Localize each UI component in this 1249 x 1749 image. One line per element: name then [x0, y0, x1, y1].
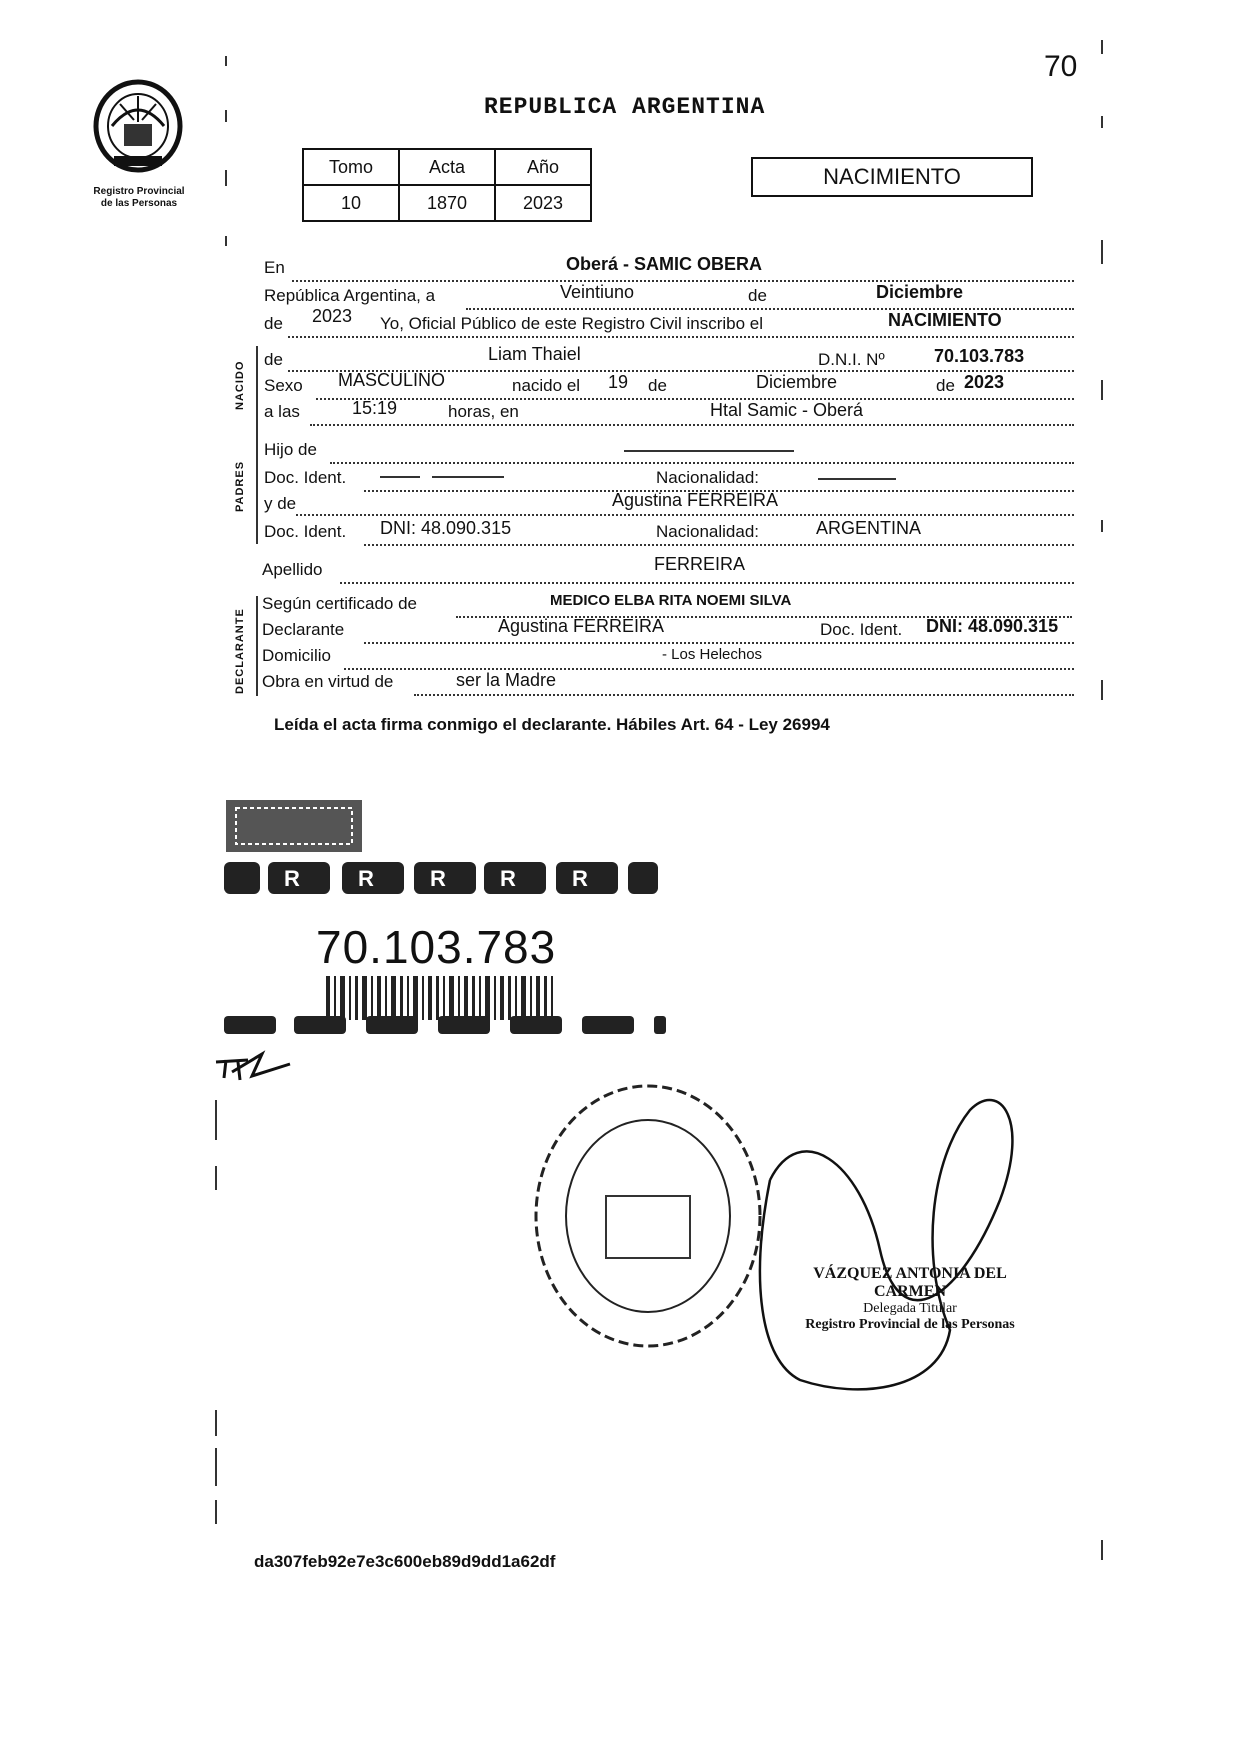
registry-header: Año — [495, 149, 591, 185]
label-de: de — [748, 286, 767, 305]
side-label-declarante: DECLARANTE — [234, 608, 246, 694]
value-madre: Agustina FERREIRA — [612, 490, 779, 510]
label-horas-en: horas, en — [448, 402, 519, 421]
label-republica: República Argentina, a — [264, 286, 436, 305]
closing-text: Leída el acta firma conmigo el declarante. Hábiles Art. 64 - Ley 26994 — [274, 715, 830, 734]
value-virtud: ser la Madre — [456, 670, 557, 690]
label-doc-ident3: Doc. Ident. — [820, 620, 903, 639]
value-lugar: Oberá - SAMIC OBERA — [566, 254, 763, 274]
label-dni: D.N.I. Nº — [818, 350, 885, 369]
value-tipo: NACIMIENTO — [888, 310, 1002, 330]
value-anio: 2023 — [312, 306, 353, 326]
value-lugar-nac: Htal Samic - Oberá — [710, 400, 864, 420]
registry-value: 1870 — [399, 185, 495, 221]
svg-text:R: R — [430, 866, 446, 891]
logo-caption: Registro Provincial de las Personas — [93, 186, 185, 209]
value-apellido: FERREIRA — [654, 554, 746, 574]
label-yo: Yo, Oficial Público de este Registro Civil inscribo el — [380, 314, 763, 333]
svg-text:R: R — [572, 866, 588, 891]
value-dni: 70.103.783 — [934, 346, 1025, 366]
label-declarante: Declarante — [262, 620, 345, 639]
label-segun-certificado: Según certificado de — [262, 594, 417, 613]
value-mes: Diciembre — [876, 282, 964, 302]
label-a-las: a las — [264, 402, 300, 421]
value-domicilio: - Los Helechos — [662, 646, 763, 663]
value-declarante: Agustina FERREIRA — [498, 616, 665, 636]
signatory-name: VÁZQUEZ ANTONIA DEL CARMEN — [813, 1265, 1007, 1300]
document-hash: da307feb92e7e3c600eb89d9dd1a62df — [254, 1552, 556, 1571]
label-doc-ident2: Doc. Ident. — [264, 522, 347, 541]
signature-block — [780, 1265, 1040, 1333]
registry-value: 10 — [303, 185, 399, 221]
barcode-number: 70.103.783 — [316, 921, 557, 973]
registry-value: 2023 — [495, 185, 591, 221]
label-de3: de — [648, 376, 667, 395]
label-apellido: Apellido — [262, 560, 323, 579]
label-doc-ident: Doc. Ident. — [264, 468, 347, 487]
value-madre-doc: DNI: 48.090.315 — [380, 518, 512, 538]
label-de2: de — [264, 314, 283, 333]
value-dia-nac: 19 — [608, 372, 629, 392]
label-hijo-de: Hijo de — [264, 440, 317, 459]
label-en: En — [264, 258, 285, 277]
value-mes-nac: Diciembre — [756, 372, 838, 392]
label-nacionalidad2: Nacionalidad: — [656, 522, 760, 541]
value-sexo: MASCULINO — [338, 370, 446, 390]
svg-text:R: R — [284, 866, 300, 891]
label-de-nombre: de — [264, 350, 283, 369]
signatory-org: Registro Provincial de las Personas — [805, 1317, 1015, 1332]
act-type-box: NACIMIENTO — [751, 157, 1033, 197]
svg-text:R: R — [500, 866, 516, 891]
side-label-nacido: NACIDO — [234, 360, 246, 410]
label-nacido-el: nacido el — [512, 376, 581, 395]
value-certificado: MEDICO ELBA RITA NOEMI SILVA — [550, 592, 792, 609]
value-dia-letras: Veintiuno — [560, 282, 635, 302]
country-title: REPUBLICA ARGENTINA — [484, 94, 766, 120]
label-domicilio: Domicilio — [262, 646, 331, 665]
signatory-role: Delegada Titular — [863, 1301, 957, 1316]
label-y-de: y de — [264, 494, 297, 513]
side-label-padres: PADRES — [234, 460, 246, 512]
value-nombre: Liam Thaiel — [488, 344, 581, 364]
page-number: 70 — [1044, 50, 1078, 83]
svg-text:R: R — [358, 866, 374, 891]
registry-header: Acta — [399, 149, 495, 185]
label-nacionalidad: Nacionalidad: — [656, 468, 760, 487]
label-obra-en-virtud: Obra en virtud de — [262, 672, 394, 691]
label-sexo: Sexo — [264, 376, 303, 395]
registry-header: Tomo — [303, 149, 399, 185]
value-anio-nac: 2023 — [964, 372, 1005, 392]
label-de4: de — [936, 376, 955, 395]
value-hora: 15:19 — [352, 398, 398, 418]
value-declarante-doc: DNI: 48.090.315 — [926, 616, 1059, 636]
value-madre-nac: ARGENTINA — [816, 518, 922, 538]
